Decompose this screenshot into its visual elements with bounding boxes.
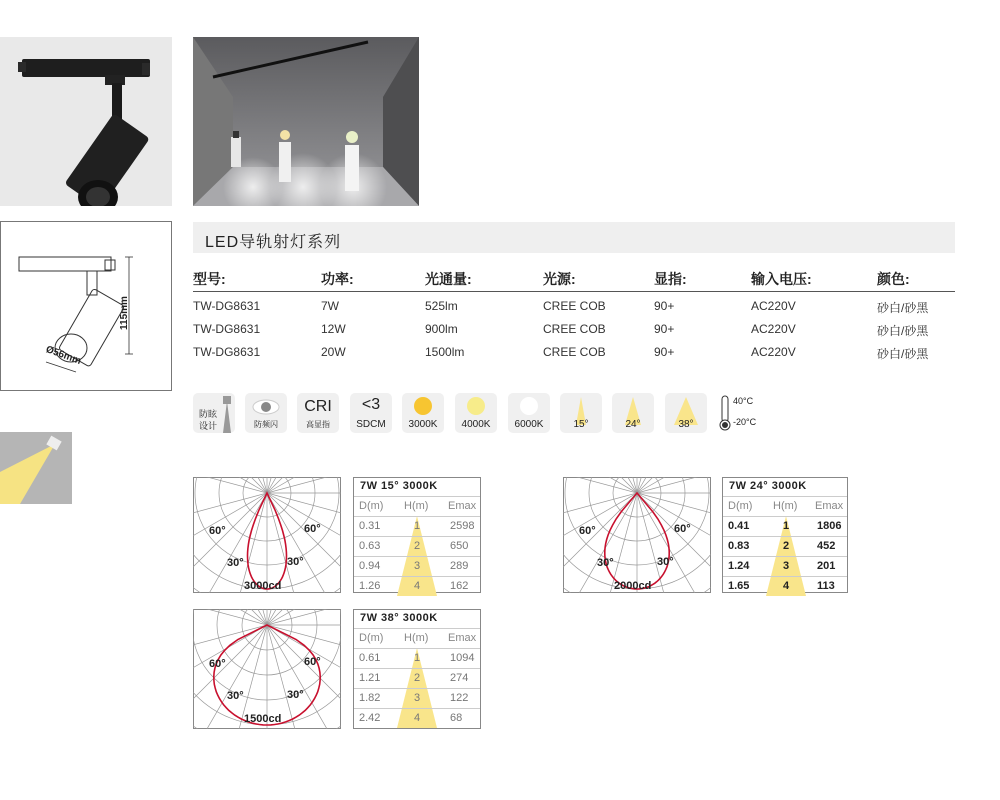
cell-height: 4 <box>414 712 421 724</box>
cell-emax: 452 <box>817 540 836 552</box>
angle-label: 60° <box>209 525 226 537</box>
cell-emax: 68 <box>450 712 463 724</box>
angle-label: 60° <box>209 658 226 670</box>
cell-model: TW-DG8631 <box>193 345 261 359</box>
beam-24-label: 24° <box>625 419 641 430</box>
cell-voltage: AC220V <box>751 322 796 336</box>
cell-emax: 1806 <box>817 520 842 532</box>
table-title: 7W 38° 3000K <box>360 612 438 624</box>
installation-photo <box>193 37 419 206</box>
cell-source: CREE COB <box>543 345 606 359</box>
cell-lumen: 1500lm <box>425 345 465 359</box>
series-title: LED导轨射灯系列 <box>205 234 342 251</box>
angle-label: 60° <box>579 525 596 537</box>
column-header: H(m) <box>773 500 798 512</box>
header-model: 型号: <box>193 271 226 287</box>
cell-distance: 2.42 <box>359 712 381 724</box>
antiglare-icon <box>193 393 235 433</box>
header-power: 功率: <box>321 271 354 287</box>
dimension-drawing <box>0 221 172 391</box>
antiglare-label-2: 设计 <box>198 421 217 431</box>
antiglare-label-1: 防眩 <box>198 409 217 419</box>
table-title: 7W 15° 3000K <box>360 480 438 492</box>
cell-lumen: 525lm <box>425 299 458 313</box>
row-divider <box>723 576 847 577</box>
row-divider <box>723 536 847 537</box>
angle-label: 30° <box>657 556 674 568</box>
sdcm-value: <3 <box>361 396 381 413</box>
cell-distance: 1.24 <box>728 560 750 572</box>
cell-emax: 162 <box>450 580 469 592</box>
cell-distance: 1.82 <box>359 692 381 704</box>
temp-max-label: 40°C <box>733 396 754 406</box>
angle-label: 30° <box>227 557 244 569</box>
cell-color: 砂白/砂黑 <box>877 301 929 315</box>
angle-label: 60° <box>304 523 321 535</box>
beam-15-label: 15° <box>573 419 589 430</box>
cell-height: 4 <box>783 580 790 592</box>
row-divider <box>354 516 480 517</box>
cell-distance: 1.26 <box>359 580 381 592</box>
row-divider <box>723 556 847 557</box>
candela-label: 1500cd <box>244 713 282 725</box>
cct-4000k-icon <box>455 393 497 433</box>
column-header: D(m) <box>359 500 384 512</box>
cell-model: TW-DG8631 <box>193 322 261 336</box>
cell-distance: 0.41 <box>728 520 750 532</box>
header-color: 颜色: <box>877 271 910 287</box>
cell-emax: 122 <box>450 692 469 704</box>
cell-cri: 90+ <box>654 322 675 336</box>
cri-icon <box>297 393 339 433</box>
table-title: 7W 24° 3000K <box>729 480 807 492</box>
cell-height: 1 <box>783 520 790 532</box>
row-divider <box>354 688 480 689</box>
row-divider <box>354 556 480 557</box>
column-header: D(m) <box>728 500 753 512</box>
cell-distance: 0.94 <box>359 560 381 572</box>
row-divider <box>723 496 847 497</box>
cell-power: 12W <box>321 322 346 336</box>
cell-power: 7W <box>321 299 339 313</box>
cri-label: CRI <box>304 398 332 415</box>
beam-24-icon <box>612 393 654 433</box>
cell-cri: 90+ <box>654 345 675 359</box>
illuminance-table <box>353 477 481 593</box>
angle-label: 30° <box>287 556 304 568</box>
column-header: H(m) <box>404 500 429 512</box>
column-header: D(m) <box>359 632 384 644</box>
cell-emax: 2598 <box>450 520 475 532</box>
height-dimension-label: 115mm <box>119 296 130 330</box>
row-divider <box>354 536 480 537</box>
cell-distance: 0.83 <box>728 540 750 552</box>
row-divider <box>354 628 480 629</box>
cell-voltage: AC220V <box>751 345 796 359</box>
cct-3000k-label: 3000K <box>408 419 438 430</box>
cell-height: 3 <box>414 692 421 704</box>
sdcm-icon <box>350 393 392 433</box>
cell-color: 砂白/砂黑 <box>877 324 929 338</box>
beam-angle-illustration <box>0 432 72 504</box>
column-header: H(m) <box>404 632 429 644</box>
row-divider <box>723 516 847 517</box>
candela-label: 2000cd <box>614 580 652 592</box>
cell-height: 3 <box>414 560 421 572</box>
diameter-dimension-label: Ø56mm <box>44 344 83 367</box>
cell-emax: 289 <box>450 560 469 572</box>
temp-min-label: -20°C <box>733 417 757 427</box>
sdcm-label: SDCM <box>356 419 386 430</box>
cell-height: 2 <box>414 672 421 684</box>
cell-height: 1 <box>414 652 421 664</box>
cell-emax: 201 <box>817 560 836 572</box>
cell-emax: 113 <box>817 580 835 592</box>
beam-15-icon <box>560 393 602 433</box>
cct-6000k-label: 6000K <box>514 419 544 430</box>
cell-distance: 0.31 <box>359 520 381 532</box>
temperature-icon <box>718 393 764 433</box>
cell-source: CREE COB <box>543 322 606 336</box>
cct-4000k-label: 4000K <box>461 419 491 430</box>
cell-color: 砂白/砂黑 <box>877 347 929 361</box>
cell-emax: 1094 <box>450 652 475 664</box>
cell-cri: 90+ <box>654 299 675 313</box>
angle-label: 30° <box>287 689 304 701</box>
angle-label: 60° <box>304 656 321 668</box>
cell-distance: 1.21 <box>359 672 381 684</box>
cell-height: 1 <box>414 520 421 532</box>
beam-38-icon <box>665 393 707 433</box>
cct-6000k-icon <box>508 393 550 433</box>
cell-model: TW-DG8631 <box>193 299 261 313</box>
angle-label: 30° <box>597 557 614 569</box>
row-divider <box>354 708 480 709</box>
cell-height: 2 <box>414 540 421 552</box>
column-header: Emax <box>448 632 477 644</box>
cell-power: 20W <box>321 345 346 359</box>
angle-label: 60° <box>674 523 691 535</box>
spec-divider <box>193 291 955 292</box>
header-lumen: 光通量: <box>425 271 472 287</box>
beam-38-label: 38° <box>678 419 694 430</box>
cell-height: 2 <box>783 540 790 552</box>
cri-sublabel: 高显指 <box>306 420 330 429</box>
antiflicker-label: 防频闪 <box>254 420 278 429</box>
cell-emax: 274 <box>450 672 469 684</box>
row-divider <box>354 668 480 669</box>
cell-lumen: 900lm <box>425 322 458 336</box>
header-cri: 显指: <box>654 271 687 287</box>
cell-distance: 0.61 <box>359 652 381 664</box>
illuminance-table <box>353 609 481 729</box>
cell-height: 3 <box>783 560 790 572</box>
product-photo <box>0 37 172 206</box>
illuminance-table <box>722 477 848 593</box>
cct-3000k-icon <box>402 393 444 433</box>
candela-label: 3000cd <box>244 580 282 592</box>
column-header: Emax <box>815 500 844 512</box>
cell-distance: 0.63 <box>359 540 381 552</box>
angle-label: 30° <box>227 690 244 702</box>
antiflicker-icon <box>245 393 287 433</box>
row-divider <box>354 648 480 649</box>
column-header: Emax <box>448 500 477 512</box>
cell-voltage: AC220V <box>751 299 796 313</box>
cell-height: 4 <box>414 580 421 592</box>
cell-source: CREE COB <box>543 299 606 313</box>
header-source: 光源: <box>543 271 576 287</box>
cell-emax: 650 <box>450 540 469 552</box>
row-divider <box>354 576 480 577</box>
header-voltage: 输入电压: <box>751 271 812 287</box>
row-divider <box>354 496 480 497</box>
cell-distance: 1.65 <box>728 580 750 592</box>
